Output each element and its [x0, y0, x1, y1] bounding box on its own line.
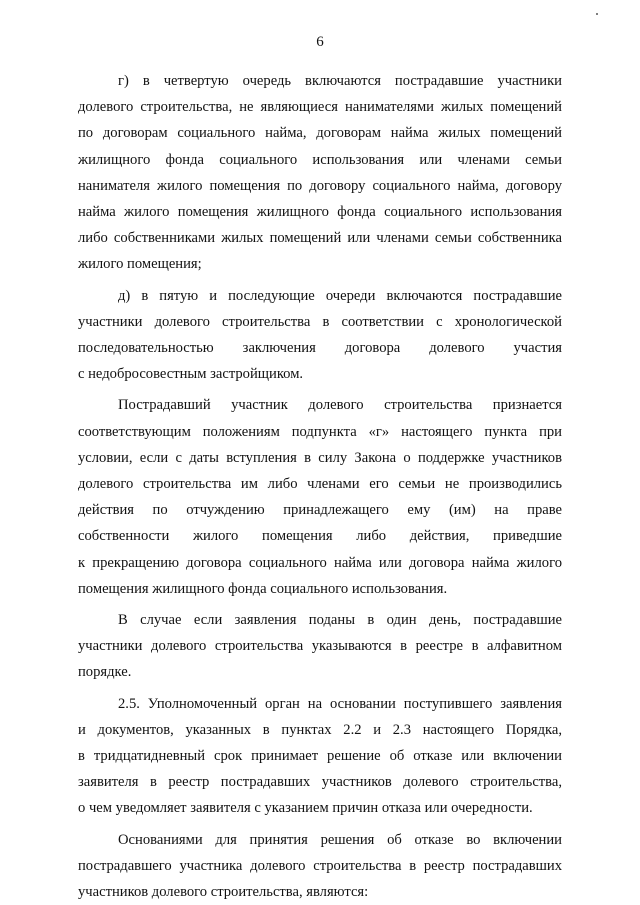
text-line: о чем уведомляет заявителя с указанием причин отказа или очередности.: [78, 800, 533, 817]
text-line: Основаниями для принятия решения об отказе во включении: [118, 831, 562, 848]
text-line: помещения жилищного фонда социального использования.: [78, 580, 448, 597]
text-line: участников долевого строительства, являются:: [78, 884, 369, 901]
page-number: 6: [316, 34, 324, 50]
paragraph-same-day: [78, 607, 562, 686]
text-line: долевого строительства, не являющиеся нанимателями жилых помещений: [78, 99, 562, 116]
text-line: условии, если с даты вступления в силу Закона о поддержке участников: [78, 449, 562, 466]
text-line: г) в четвертую очередь включаются пострадавшие участники: [118, 73, 562, 89]
text-line: 2.5. Уполномоченный орган на основании поступившего заявления: [118, 695, 562, 712]
text-line: заявителя в реестр пострадавших участников долевого строительства,: [78, 774, 562, 791]
paragraph-item-2-5: [78, 691, 562, 822]
text-line: собственности жилого помещения либо действия, приведшие: [78, 528, 562, 545]
scan-speck: [596, 13, 598, 15]
text-line: найма жилого помещения жилищного фонда социального использования: [78, 204, 562, 221]
text-line: с недобросовестным застройщиком.: [78, 366, 304, 383]
text-line: Пострадавший участник долевого строительства признается: [118, 397, 562, 414]
text-line: действия по отчуждению принадлежащего ему (им) на праве: [78, 502, 562, 519]
text-line: жилого помещения;: [78, 256, 202, 273]
paragraph-recognized: [78, 392, 562, 602]
text-line: в тридцатидневный срок принимает решение об отказе или включении: [78, 748, 562, 765]
text-line: к прекращению договора социального найма или договора найма жилого: [78, 554, 562, 571]
text-line: долевого строительства им либо членами его семьи не производились: [78, 476, 562, 493]
text-line: по договорам социального найма, договорам найма жилых помещений: [78, 125, 562, 142]
text-line: порядке.: [78, 664, 132, 681]
paragraph-item-g: [78, 68, 562, 278]
document-body: [78, 68, 562, 905]
text-line: В случае если заявления поданы в один день, пострадавшие: [118, 612, 562, 629]
paragraph-item-d: [78, 283, 562, 388]
text-line: последовательностью заключения договора долевого участия: [78, 340, 562, 357]
text-line: либо собственниками жилых помещений или членами семьи собственника: [78, 230, 562, 247]
text-line: жилищного фонда социального использования или членами семьи: [78, 151, 562, 168]
text-line: участники долевого строительства в соответствии с хронологической: [78, 313, 562, 330]
text-line: участники долевого строительства указываются в реестре в алфавитном: [78, 638, 562, 655]
text-line: д) в пятую и последующие очереди включаются пострадавшие: [118, 287, 562, 304]
paragraph-grounds: [78, 827, 562, 905]
text-line: и документов, указанных в пунктах 2.2 и 2.3 настоящего Порядка,: [78, 721, 562, 738]
text-line: соответствующим положениям подпункта «г» настоящего пункта при: [78, 423, 562, 440]
text-line: нанимателя жилого помещения по договору социального найма, договору: [78, 177, 562, 194]
text-line: пострадавшего участника долевого строительства в реестр пострадавших: [78, 857, 562, 874]
